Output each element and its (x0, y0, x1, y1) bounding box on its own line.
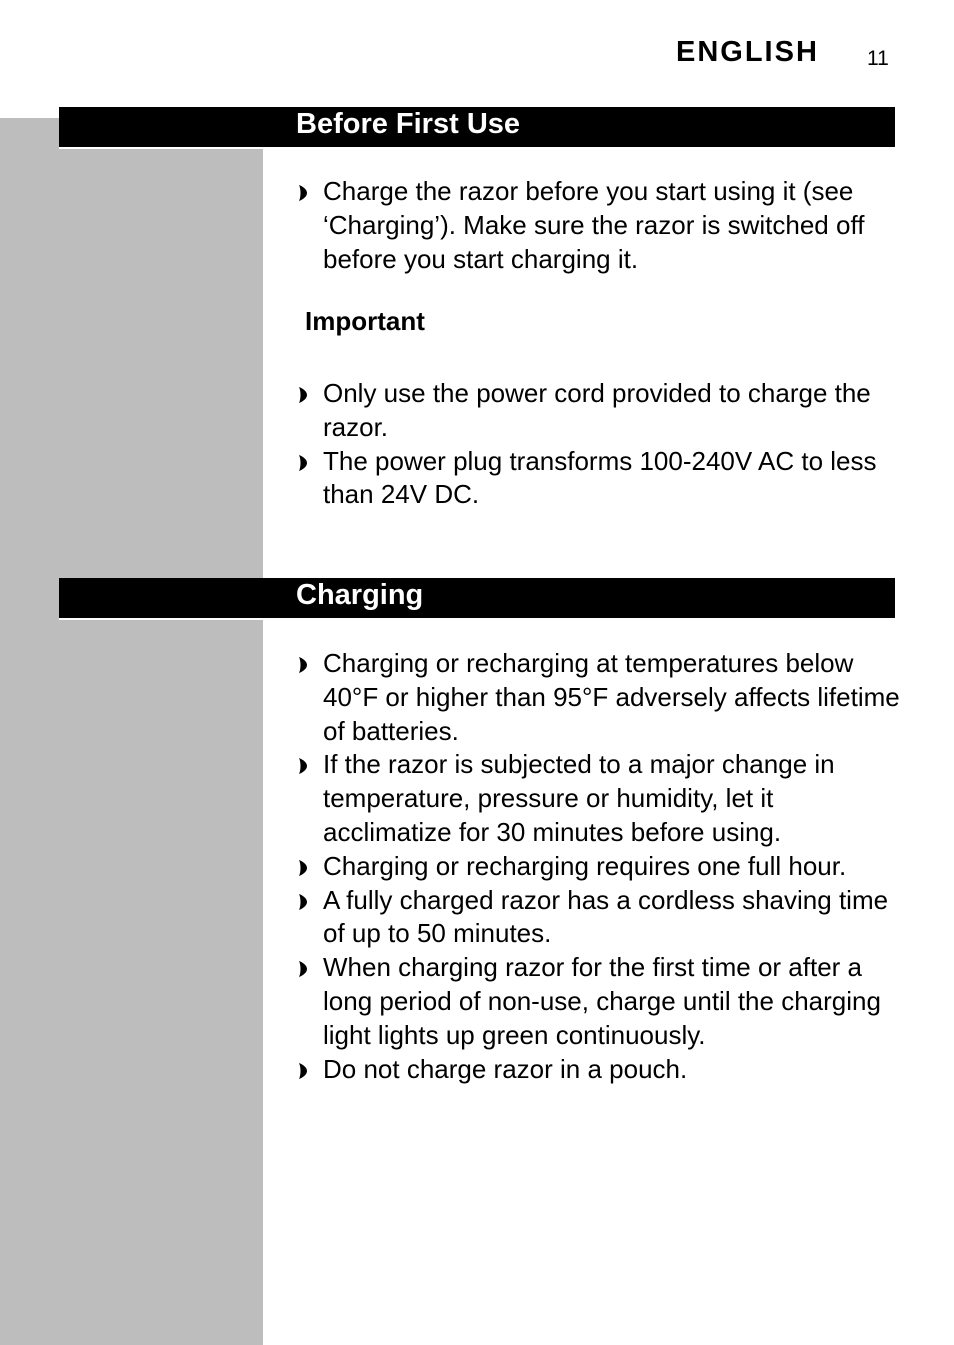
list-item-text: A fully charged razor has a cordless shaving time of up to 50 minutes. (323, 884, 889, 949)
margin-band (0, 118, 263, 1345)
section-title: Before First Use (296, 108, 521, 140)
bullet-icon (298, 860, 308, 876)
list-item-text: Only use the power cord provided to charge the razor. (323, 378, 871, 442)
section-header-before-first-use (59, 107, 895, 147)
list-item (296, 951, 906, 1052)
list-item (296, 748, 906, 849)
list-item-text: When charging razor for the first time or after a long period of non-use, charge until the charging light lights up green continuously. (323, 952, 881, 1050)
list-item (296, 175, 906, 276)
charging-list (296, 647, 906, 1086)
section-header-charging (59, 578, 895, 618)
important-heading: Important (305, 306, 425, 336)
bullet-icon (298, 657, 308, 673)
bullet-icon (298, 455, 308, 471)
list-item (296, 377, 906, 445)
language-label: ENGLISH (676, 36, 819, 68)
list-item (296, 850, 906, 884)
list-item-text: Charge the razor before you start using it (see ‘Charging’). Make sure the razor is switched off before you start charging it. (323, 176, 865, 274)
bullet-icon (298, 894, 308, 910)
list-item (296, 1053, 906, 1087)
section-title: Charging (296, 579, 424, 611)
before-first-use-intro (296, 175, 906, 276)
list-item (296, 647, 906, 748)
bullet-icon (298, 387, 308, 403)
list-item (296, 445, 906, 513)
bullet-icon (298, 758, 308, 774)
bullet-icon (298, 185, 308, 201)
important-list (296, 377, 906, 512)
list-item-text: Do not charge razor in a pouch. (323, 1053, 688, 1084)
bullet-icon (298, 1063, 308, 1079)
page-number: 11 (867, 47, 889, 70)
bullet-icon (298, 961, 308, 977)
list-item-text: If the razor is subjected to a major change in temperature, pressure or humidity, let it acclimatize for 30 minutes before using. (323, 749, 835, 847)
list-item-text: Charging or recharging requires one full hour. (323, 850, 847, 881)
list-item-text: Charging or recharging at temperatures below 40°F or higher than 95°F adversely affects lifetime of batteries. (323, 648, 900, 746)
list-item (296, 884, 906, 952)
list-item-text: The power plug transforms 100-240V AC to less than 24V DC. (323, 445, 877, 510)
